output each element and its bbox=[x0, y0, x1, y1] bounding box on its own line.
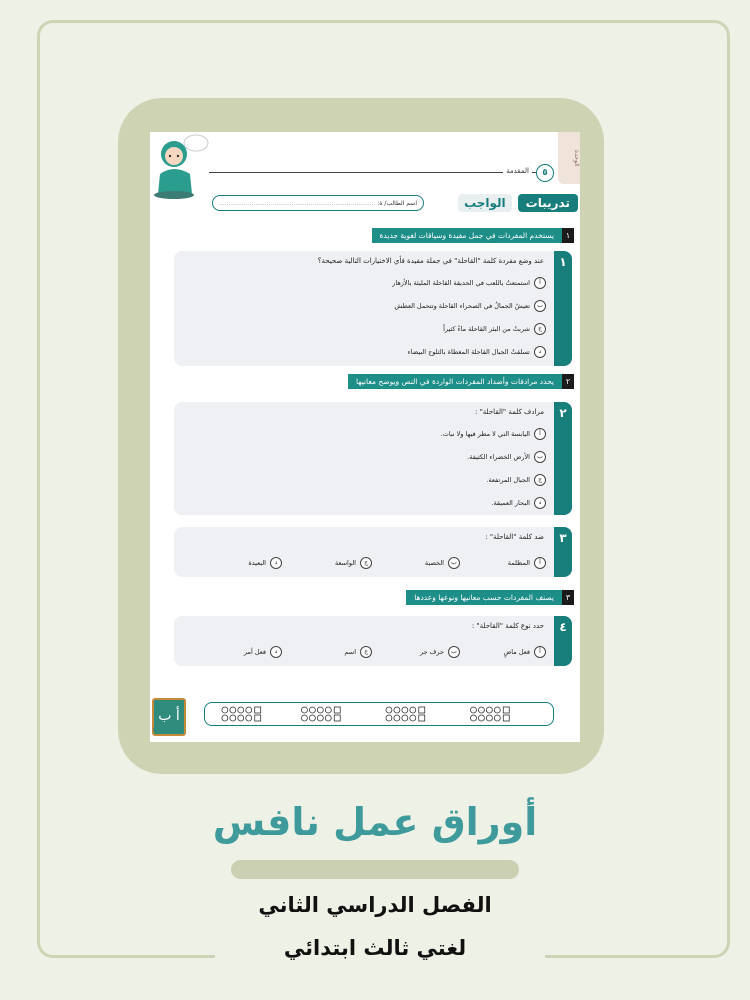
unit-tab: الوحدة bbox=[558, 132, 580, 184]
option-text: الواسعة bbox=[334, 559, 356, 567]
section-label: يستخدم المفردات في جمل مفيدة وسياقات لغوية جديدة bbox=[372, 228, 563, 243]
option-text: شربتُ من البئر القاحلة ماءً كثيراً bbox=[443, 325, 530, 333]
answer-option[interactable] bbox=[443, 323, 546, 335]
lesson-number-badge: ٥ bbox=[536, 164, 554, 182]
question-text: مرادف كلمة "القاحلة" : bbox=[474, 408, 544, 416]
section-header bbox=[348, 374, 574, 389]
option-text: الخصبة bbox=[424, 559, 444, 567]
option-letter: ج bbox=[360, 646, 372, 658]
cover-title: أوراق عمل نافس bbox=[212, 800, 538, 844]
option-text: اليابسة التي لا مطر فيها ولا نبات. bbox=[440, 430, 530, 438]
section-header bbox=[372, 228, 575, 243]
option-letter: د bbox=[534, 346, 546, 358]
option-letter: أ bbox=[534, 428, 546, 440]
option-letter: ب bbox=[534, 451, 546, 463]
option-text: البعيدة bbox=[248, 559, 266, 567]
question-card bbox=[174, 402, 572, 515]
option-text: البحار العميقة. bbox=[491, 499, 530, 507]
tab-trainings[interactable]: تدريبات bbox=[518, 194, 578, 212]
answer-option[interactable] bbox=[392, 277, 546, 289]
answer-option[interactable] bbox=[441, 428, 546, 440]
semester-subtitle: الفصل الدراسي الثاني bbox=[258, 893, 492, 917]
option-letter: د bbox=[270, 557, 282, 569]
answer-option[interactable] bbox=[344, 646, 372, 658]
page-number: ١ bbox=[152, 726, 156, 734]
answer-option[interactable] bbox=[394, 300, 546, 312]
option-text: اسم bbox=[344, 648, 356, 656]
question-number: ٢ bbox=[554, 402, 572, 515]
option-text: فعل ماضٍ bbox=[503, 648, 530, 656]
student-name-field[interactable] bbox=[212, 195, 424, 211]
answer-option[interactable] bbox=[335, 557, 372, 569]
option-letter: أ bbox=[534, 646, 546, 658]
answer-bubbles-icon bbox=[205, 703, 553, 725]
section-label: يحدد مرادفات وأضداد المفردات الواردة في النص ويوضح معانيها bbox=[348, 374, 562, 389]
option-letter: ج bbox=[360, 557, 372, 569]
option-letter: أ bbox=[534, 277, 546, 289]
option-text: تسلقتُ الجبال القاحلة المغطاة بالثلوج البيضاء bbox=[407, 348, 530, 356]
answer-option[interactable] bbox=[503, 646, 546, 658]
section-label: يصنف المفردات حسب معانيها ونوعها وعددها bbox=[406, 590, 562, 605]
worksheet-page bbox=[150, 132, 580, 742]
option-letter: د bbox=[534, 497, 546, 509]
answer-option[interactable] bbox=[508, 557, 546, 569]
question-number: ٣ bbox=[554, 527, 572, 577]
section-number: ٢ bbox=[562, 374, 574, 389]
question-text: حدد نوع كلمة "القاحلة" : bbox=[471, 622, 544, 630]
decorative-bar bbox=[231, 860, 519, 879]
option-text: الأرض الخضراء الكثيفة. bbox=[467, 453, 530, 461]
option-text: المظلمة bbox=[507, 559, 530, 567]
answer-option[interactable] bbox=[248, 557, 282, 569]
option-text: تعيشُ الجمالُ في الصحراء القاحلة وتتحمل العطش bbox=[394, 302, 530, 310]
student-name-label: اسم الطالب/ ة: bbox=[377, 200, 417, 207]
answer-option[interactable] bbox=[425, 557, 460, 569]
answer-option[interactable] bbox=[408, 346, 546, 358]
girl-avatar-icon bbox=[152, 134, 212, 200]
option-letter: د bbox=[270, 646, 282, 658]
option-text: حرف جر bbox=[419, 648, 444, 656]
option-letter: ب bbox=[448, 646, 460, 658]
question-card bbox=[174, 527, 572, 577]
worksheet-tabs bbox=[458, 194, 578, 212]
question-number: ٤ bbox=[554, 616, 572, 666]
question-text: عند وضع مفردة كلمة "القاحلة" في جملة مفيدة فأي الاختيارات التالية صحيحة؟ bbox=[317, 257, 544, 265]
question-number: ١ bbox=[554, 251, 572, 366]
lesson-name: المقدمة bbox=[503, 167, 532, 175]
section-header bbox=[406, 590, 574, 605]
question-text: ضد كلمة "القاحلة" : bbox=[485, 533, 544, 541]
book-logo-icon: أ ب bbox=[152, 698, 186, 736]
answer-option[interactable] bbox=[486, 474, 546, 486]
answer-option[interactable] bbox=[244, 646, 282, 658]
answer-option[interactable] bbox=[491, 497, 546, 509]
tab-homework[interactable]: الواجب bbox=[458, 194, 512, 212]
grade-subtitle: لغتي ثالث ابتدائي bbox=[283, 936, 467, 960]
section-number: ١ bbox=[562, 228, 574, 243]
option-letter: ب bbox=[448, 557, 460, 569]
option-letter: ج bbox=[534, 323, 546, 335]
answer-option[interactable] bbox=[467, 451, 546, 463]
option-text: الجبال المرتفعة. bbox=[486, 476, 530, 484]
option-text: استمتعتُ باللعب في الحديقة القاحلة المليئة بالأزهار bbox=[392, 279, 530, 287]
section-number: ٣ bbox=[562, 590, 574, 605]
answer-sheet-strip bbox=[204, 702, 554, 726]
option-letter: ج bbox=[534, 474, 546, 486]
option-letter: ب bbox=[534, 300, 546, 312]
question-card bbox=[174, 251, 572, 366]
option-letter: أ bbox=[534, 557, 546, 569]
answer-option[interactable] bbox=[420, 646, 460, 658]
question-card bbox=[174, 616, 572, 666]
student-name-dots: .................................................................................. bbox=[219, 200, 376, 207]
option-text: فعل أمر bbox=[243, 648, 266, 656]
